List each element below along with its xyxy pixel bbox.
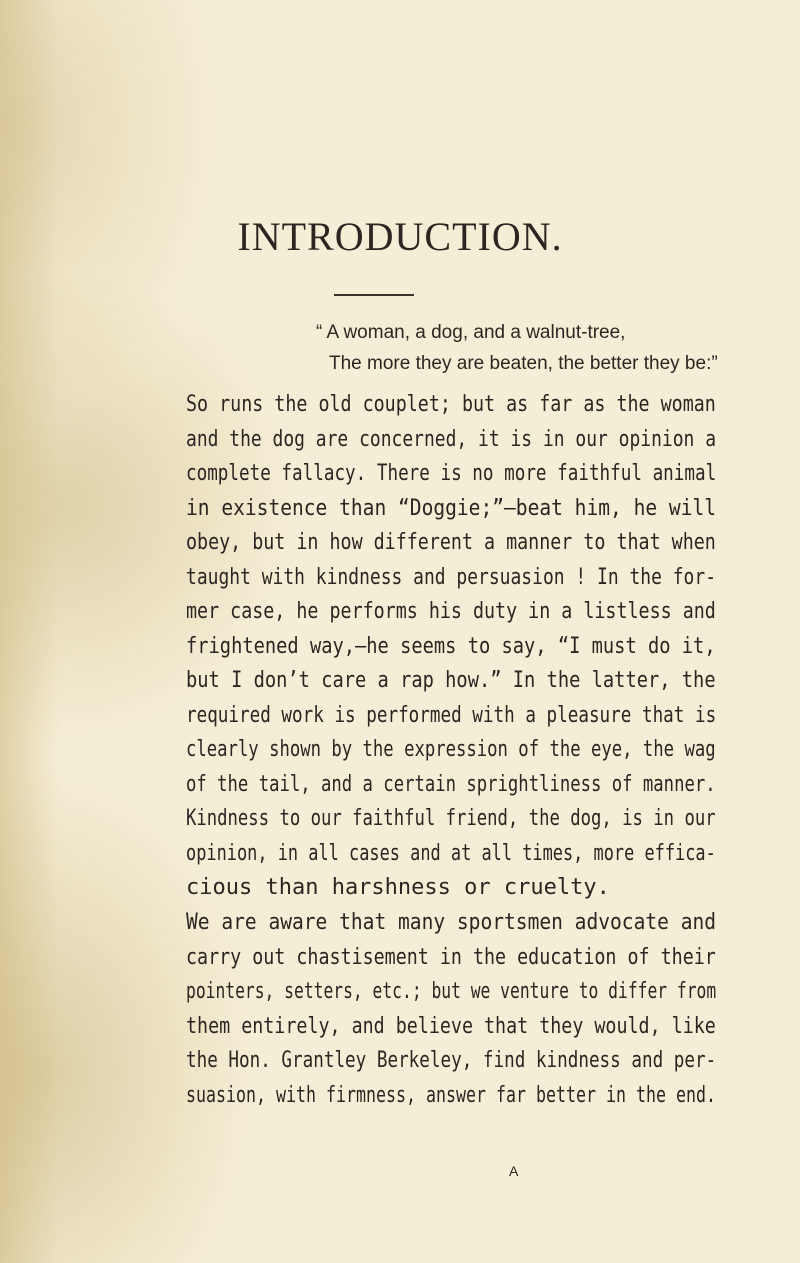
text-line: them entirely, and believe that they would, like xyxy=(186,1013,716,1039)
text-line: pointers, setters, etc.; but we venture to differ from xyxy=(186,979,717,1004)
text-line: taught with kindness and persuasion ! In the for- xyxy=(186,564,717,590)
text-line: frightened way,—he seems to say, “I must do it, xyxy=(186,633,716,659)
text-line: complete fallacy. There is no more faithful animal xyxy=(186,461,717,486)
verse-line-2: The more they are beaten, the better they be:” xyxy=(329,353,718,374)
text-line: suasion, with firmness, answer far better in the end. xyxy=(186,1082,716,1108)
text-line: carry out chastisement in the education of their xyxy=(186,944,716,970)
text-line: the Hon. Grantley Berkeley, find kindness and per- xyxy=(186,1048,717,1073)
text-line: and the dog are concerned, it is in our opinion a xyxy=(186,426,717,452)
text-line: So runs the old couplet; but as far as the woman xyxy=(186,392,716,417)
text-line: but I don’t care a rap how.” In the latter, the xyxy=(186,668,716,693)
text-line: Kindness to our faithful friend, the dog, is in our xyxy=(186,806,716,831)
title-rule xyxy=(334,294,414,296)
paragraph-1 xyxy=(186,388,716,906)
paragraph-2 xyxy=(186,906,716,1113)
text-line: obey, but in how different a manner to that when xyxy=(186,530,716,555)
text-line: of the tail, and a certain sprightliness of manner. xyxy=(186,771,716,797)
text-line: required work is performed with a pleasure that is xyxy=(186,702,717,728)
text-line: mer case, he performs his duty in a listless and xyxy=(186,599,716,624)
text-line: cious than harshness or cruelty. xyxy=(186,875,610,900)
text-line: in existence than “Doggie;”—beat him, he will xyxy=(186,495,717,521)
chapter-title: INTRODUCTION. xyxy=(237,214,563,259)
signature-mark: A xyxy=(509,1163,519,1179)
text-line: clearly shown by the expression of the eye, the wag xyxy=(186,737,716,762)
text-line: opinion, in all cases and at all times, more effica- xyxy=(186,840,716,866)
verse-line-1: “ A woman, a dog, and a walnut-tree, xyxy=(316,322,626,343)
text-line: We are aware that many sportsmen advocate and xyxy=(186,910,717,935)
